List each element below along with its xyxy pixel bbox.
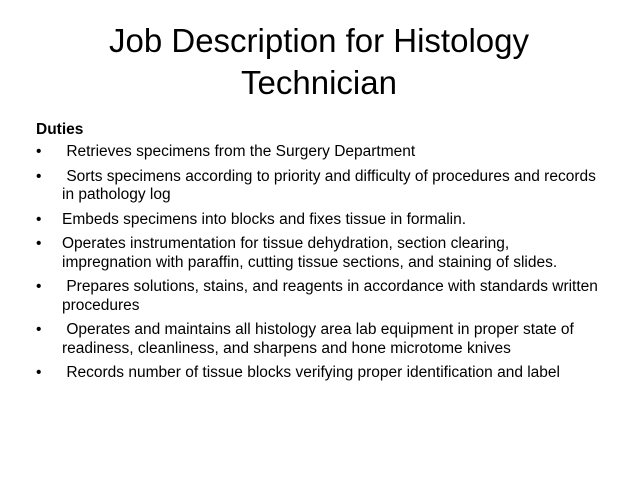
bullet-icon: • <box>36 321 42 338</box>
bullet-icon: • <box>36 143 42 160</box>
duties-list <box>36 143 602 383</box>
duty-item <box>36 143 602 162</box>
duty-text: Embeds specimens into blocks and fixes tissue in formalin. <box>62 210 467 228</box>
duty-text: Operates and maintains all histology area lab equipment in proper state of readiness, cleanliness, and sharpens and hone microtome knives <box>62 321 579 357</box>
duty-item <box>36 211 602 230</box>
duty-item <box>36 364 602 383</box>
bullet-icon: • <box>36 167 42 185</box>
duty-text: Records number of tissue blocks verifying proper identification and label <box>62 364 560 381</box>
bullet-icon: • <box>36 235 42 252</box>
section-heading: Duties <box>36 121 84 138</box>
slide-title: Job Description for Histology Technician <box>108 22 529 101</box>
duty-item <box>36 321 602 358</box>
duty-text: Operates instrumentation for tissue dehydration, section clearing, impregnation with paraffin, cutting tissue sections, and staining of slides. <box>62 235 558 271</box>
duty-text: Sorts specimens according to priority and difficulty of procedures and records in pathology log <box>62 167 601 203</box>
duty-item <box>36 278 602 315</box>
duty-text: Retrieves specimens from the Surgery Department <box>62 143 416 160</box>
slide-body <box>36 120 602 389</box>
bullet-icon: • <box>36 210 42 228</box>
duty-text: Prepares solutions, stains, and reagents in accordance with standards written procedures <box>62 278 603 314</box>
bullet-icon: • <box>36 364 42 381</box>
duty-item <box>36 168 602 205</box>
duty-item <box>36 235 602 272</box>
bullet-icon: • <box>36 278 42 295</box>
